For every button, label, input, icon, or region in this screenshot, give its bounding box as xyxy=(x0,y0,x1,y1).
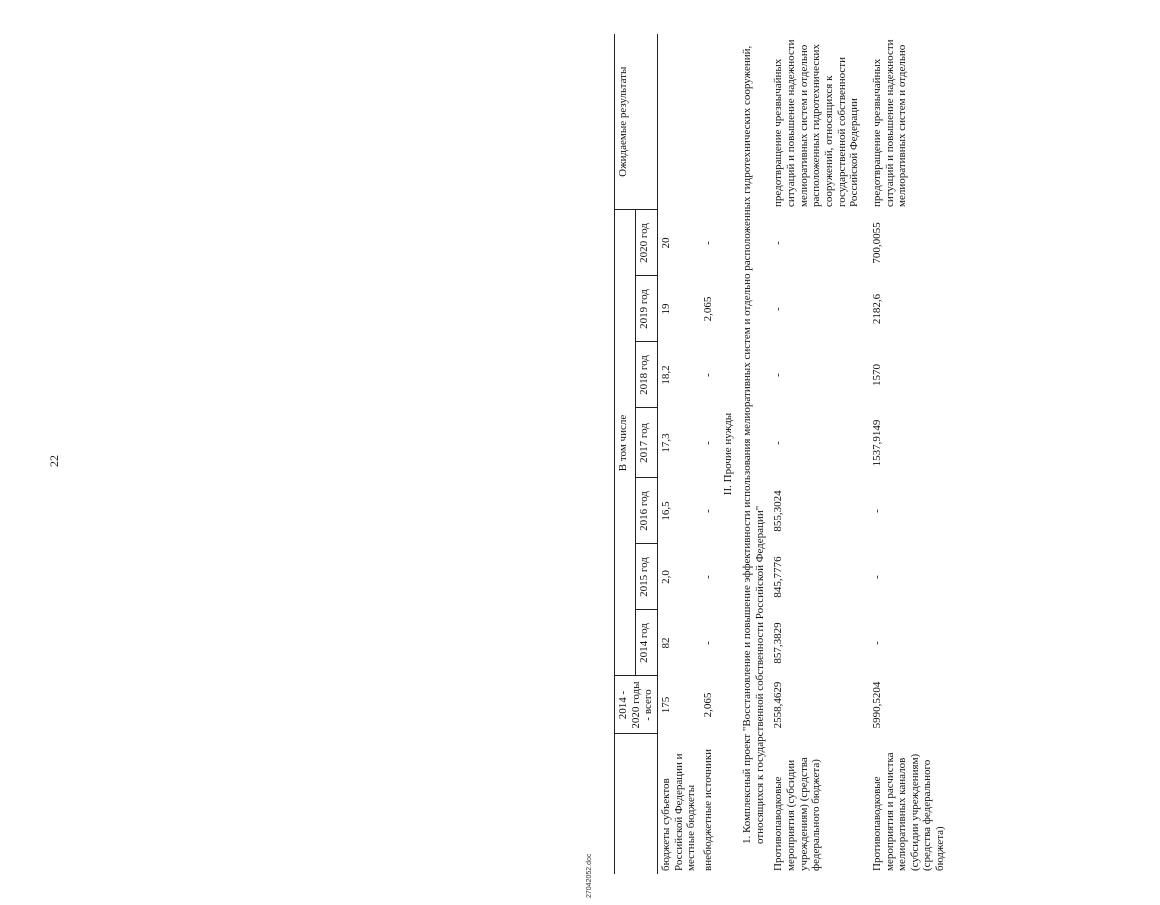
cell-value: 19 xyxy=(659,303,672,315)
header-year: 2014 год xyxy=(636,610,657,676)
file-name: 27042052.doc xyxy=(586,853,593,898)
cell-total: 5990,5204 xyxy=(870,681,883,729)
table-row xyxy=(770,34,862,874)
table-row xyxy=(700,34,717,874)
header-year: 2018 год xyxy=(636,342,657,408)
cell-value: 700,0055 xyxy=(870,222,883,264)
header-year: 2016 год xyxy=(636,478,657,544)
cell-total: 175 xyxy=(659,696,672,714)
cell-value: 845,7776 xyxy=(772,556,785,598)
page-number: 22 xyxy=(47,455,61,467)
cell-value: - xyxy=(701,241,714,245)
budget-table xyxy=(614,34,949,874)
header-year: 2015 год xyxy=(636,544,657,610)
header-year: 2017 год xyxy=(636,408,657,478)
cell-value: 16,5 xyxy=(659,501,672,521)
cell-value: - xyxy=(870,509,883,513)
cell-value: 82 xyxy=(659,637,672,649)
section-title: II. Прочие нужды xyxy=(722,412,735,496)
cell-result xyxy=(700,34,717,210)
cell-value: 2,0 xyxy=(659,570,672,584)
cell-value: - xyxy=(701,575,714,579)
cell-total: 2,065 xyxy=(701,692,714,718)
cell-value: 857,3829 xyxy=(772,622,785,664)
header-results: Ожидаемые результаты xyxy=(615,34,658,210)
cell-value: 2182,6 xyxy=(870,293,883,325)
header-blank xyxy=(615,734,658,874)
cell-value: - xyxy=(772,373,785,377)
rotated-table-sheet xyxy=(600,24,1160,884)
cell-value: 1570 xyxy=(870,364,883,386)
cell-value: - xyxy=(701,373,714,377)
cell-value: 1537,9149 xyxy=(870,419,883,467)
cell-value: 855,3024 xyxy=(772,490,785,532)
cell-value: - xyxy=(772,441,785,445)
cell-value: 18,2 xyxy=(659,365,672,385)
row-label: внебюджетные источники xyxy=(701,748,714,871)
header-total: 2014 - 2020 годы - всего xyxy=(615,676,658,734)
cell-value: - xyxy=(870,575,883,579)
cell-value: - xyxy=(701,641,714,645)
cell-value: 20 xyxy=(659,237,672,249)
cell-result: предотвращение чрезвычайных ситуаций и повышение надежности мелиоративных систем и отдельно xyxy=(870,39,909,207)
cell-total: 2558,4629 xyxy=(772,681,785,729)
cell-value: - xyxy=(772,307,785,311)
cell-result: предотвращение чрезвычайных ситуаций и повышение надежности мелиоративных систем и отдельно расположенных гидротехнических сооружений, относящихся к государственной собственности Российской Федерации xyxy=(772,39,861,207)
table-row xyxy=(657,34,699,874)
row-label: Противопаводковые мероприятия (субсидии учреждениям) (средства федерального бюджета) xyxy=(772,757,823,871)
header-year: 2020 год xyxy=(636,210,657,276)
section-row xyxy=(716,34,737,874)
row-label: Противопаводковые мероприятия и расчистка мелиоративных каналов (субсидии учреждениям) (средства федерального бюджета) xyxy=(870,752,947,871)
cell-value: - xyxy=(701,509,714,513)
table-row xyxy=(863,34,949,874)
cell-value: - xyxy=(772,241,785,245)
cell-value: 2,065 xyxy=(701,296,714,322)
row-label: бюджеты субъектов Российской Федерации и местные бюджеты xyxy=(659,753,698,871)
project-row xyxy=(737,34,770,874)
cell-value: 17,3 xyxy=(659,433,672,453)
table-header xyxy=(615,34,658,874)
cell-value: - xyxy=(701,441,714,445)
header-group: В том числе xyxy=(615,210,636,676)
project-title: 1. Комплексный проект "Восстановление и повышение эффективности использования мелиоративных систем и отдельно расположенных гидротехнических сооружений, относящихся к государственной собственности Российской Федерации" xyxy=(741,45,766,844)
cell-value: - xyxy=(870,641,883,645)
cell-result xyxy=(657,34,699,210)
header-year: 2019 год xyxy=(636,276,657,342)
